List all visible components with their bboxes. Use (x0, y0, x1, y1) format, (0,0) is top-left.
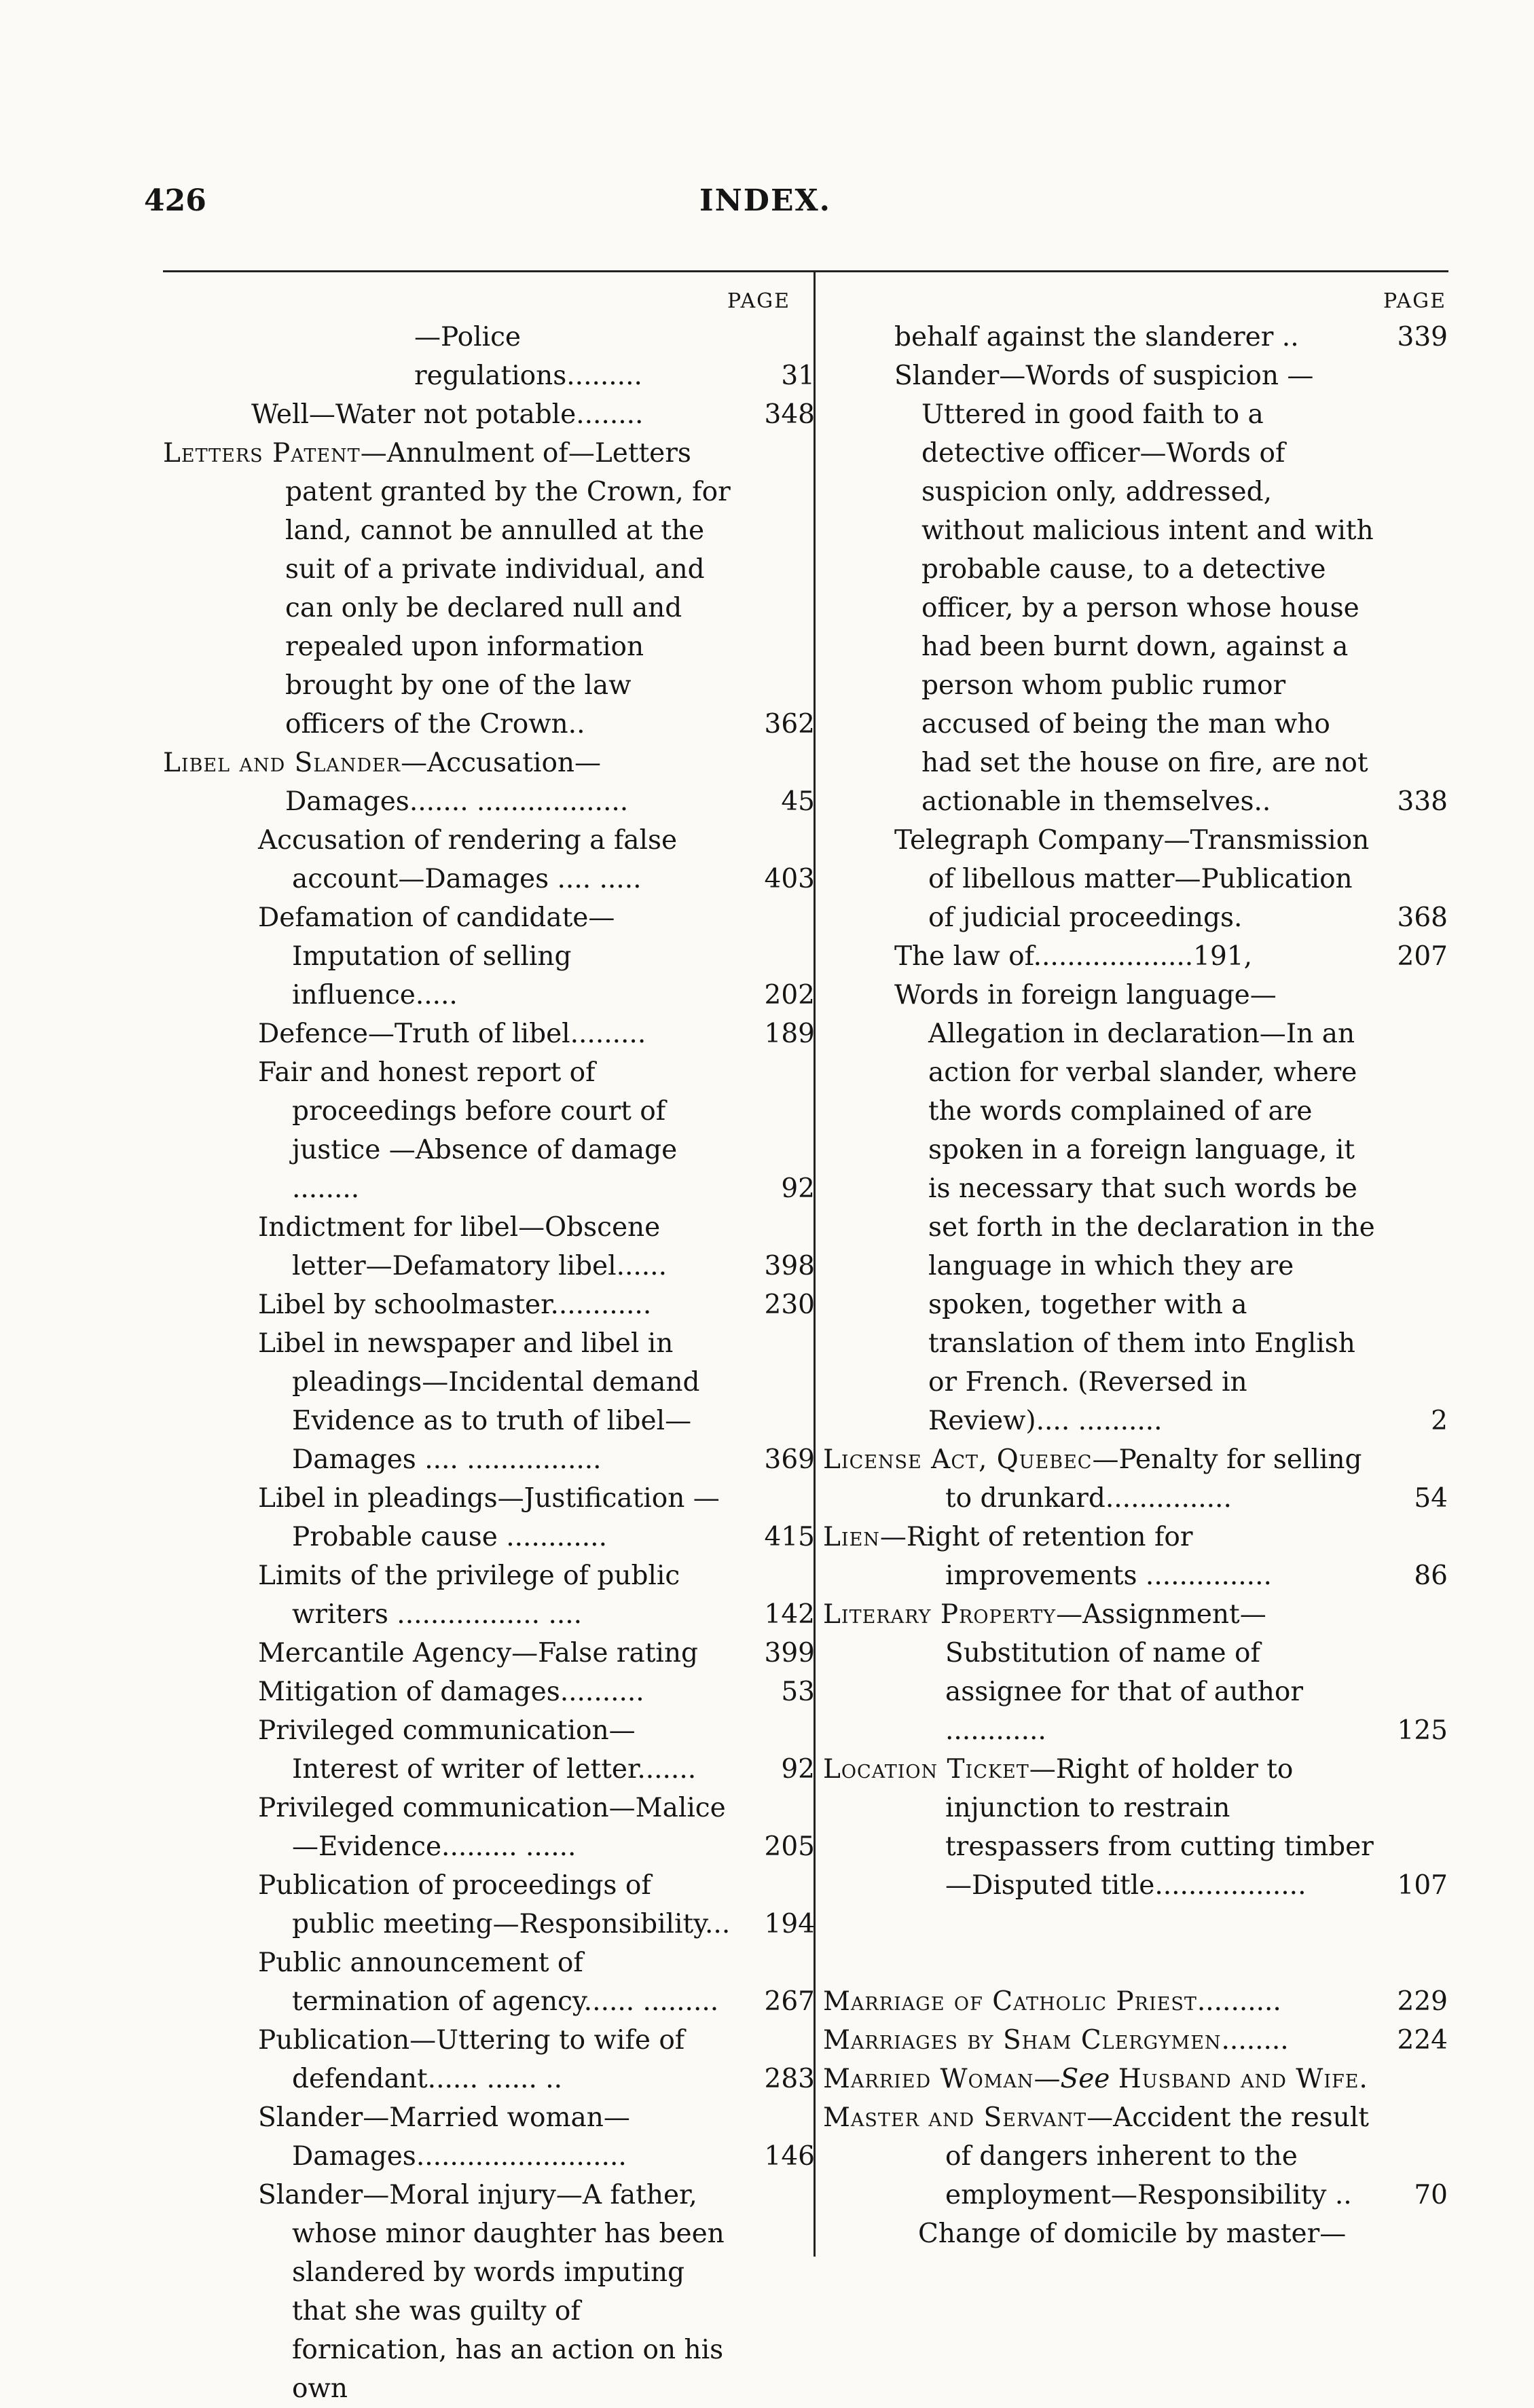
entry-page-number: 415 (764, 1522, 815, 1552)
entry-body: Privileged communication—Malice—Evidence......... ...... (258, 1793, 726, 1862)
left-entries (163, 318, 815, 2408)
entry-text (823, 1440, 1383, 1518)
index-entry (163, 898, 815, 1015)
entry-text (823, 318, 1383, 357)
index-entry (163, 2176, 815, 2408)
entry-body: —See (1034, 2064, 1110, 2094)
entry-text (163, 1556, 733, 1634)
entry-heading: Letters Patent (163, 438, 361, 469)
entry-text (163, 434, 733, 744)
entry-body: .......... (1197, 1986, 1281, 2017)
entry-page-number: 398 (764, 1251, 815, 1281)
index-entry (163, 1634, 815, 1673)
index-entry (163, 2098, 815, 2176)
entry-page-number: 2 (1431, 1406, 1448, 1436)
index-entry (823, 1750, 1448, 1905)
entry-page-number: 348 (764, 399, 815, 430)
running-title: INDEX. (699, 183, 831, 218)
entry-body: —Accident the result of dangers inherent to the employment—Responsibility .. (945, 2102, 1369, 2210)
entry-body: —Annulment of—Letters patent granted by the Crown, for land, cannot be annulled at the suit of a private individual, and can only be declared null and repealed upon information brought by one of the law officers of the Crown.. (285, 438, 731, 740)
index-entry (163, 1711, 815, 1789)
entry-text (163, 821, 733, 898)
index-entry (163, 1673, 815, 1711)
entry-page-number: 362 (764, 709, 815, 740)
index-entry (823, 357, 1448, 395)
entry-text (163, 898, 733, 1015)
entry-heading: License Act, Quebec (823, 1444, 1093, 1475)
entry-page-number: 146 (764, 2141, 815, 2172)
entry-body: Defamation of candidate—Imputation of selling influence..... (258, 902, 615, 1010)
index-entry (823, 976, 1448, 1015)
entry-body: —Penalty for selling to drunkard............... (945, 1444, 1362, 1514)
entry-body: Fair and honest report of proceedings before court of justice —Absence of damage ........ (258, 1057, 678, 1204)
entry-page-number: 92 (781, 1754, 815, 1785)
entry-text (163, 2021, 733, 2098)
index-entry (163, 1556, 815, 1634)
index-entry (163, 1324, 815, 1479)
entry-text (163, 1866, 733, 1944)
entry-text (823, 2060, 1383, 2098)
entry-body: ........ (1221, 2025, 1289, 2056)
entry-text (823, 976, 1383, 1015)
index-entry (163, 434, 815, 744)
entry-page-number: 142 (764, 1599, 815, 1630)
entry-text (163, 1285, 733, 1324)
entry-page-number: 205 (764, 1831, 815, 1862)
entry-page-number: 194 (764, 1909, 815, 1939)
entry-body: —Right of holder to injunction to restrain trespassers from cutting timber—Disputed title.................. (945, 1754, 1374, 1901)
entry-text (163, 2098, 733, 2176)
entry-body: Slander—Married woman—Damages......................... (258, 2102, 630, 2172)
entry-body: Libel in pleadings—Justification —Probable cause ............ (258, 1483, 720, 1552)
index-entry (823, 1518, 1448, 1595)
entry-heading: Libel and Slander (163, 748, 401, 778)
entry-page-number: 224 (1397, 2025, 1448, 2056)
entry-body: —Accusation—Damages....... .................. (285, 748, 629, 817)
entry-body: Well—Water not potable........ (251, 399, 644, 430)
entry-text (163, 1944, 733, 2021)
entry-text (823, 1750, 1383, 1905)
entry-text (163, 1015, 733, 1053)
entry-page-number: 338 (1397, 786, 1448, 817)
entry-text (163, 1711, 733, 1789)
entry-body: Limits of the privilege of public writers ................. .... (258, 1561, 680, 1630)
cross-reference: Husband and Wife. (1118, 2064, 1368, 2094)
entry-body: Publication—Uttering to wife of defendant...... ...... .. (258, 2025, 685, 2094)
entry-body: Allegation in declaration—In an action for verbal slander, where the words complained of are spoken in a foreign language, it is necessary that such words be set forth in the declaration in the language in which they are spoken, together with a translation of them into English or French. (Reversed in Review).... .......... (928, 1019, 1375, 1436)
index-entry (823, 1440, 1448, 1518)
entry-page-number: 86 (1414, 1561, 1448, 1591)
entry-body: Telegraph Company—Transmission of libellous matter—Publication of judicial proceedings. (894, 825, 1370, 933)
entry-page-number: 399 (764, 1638, 815, 1668)
entry-text (163, 1479, 733, 1556)
entry-text (823, 821, 1383, 937)
entry-page-number: 107 (1397, 1870, 1448, 1901)
entry-text (163, 2176, 733, 2408)
entry-text (823, 1015, 1383, 1440)
entry-body: Publication of proceedings of public meeting—Responsibility... (258, 1870, 731, 1939)
index-entry (163, 1944, 815, 2021)
entry-heading: Marriage of Catholic Priest (823, 1986, 1197, 2017)
entry-page-number: 339 (1397, 322, 1448, 352)
entry-body: Uttered in good faith to a detective officer—Words of suspicion only, addressed, without malicious intent and with probable cause, to a detective officer, by a person whose house had been burnt down, against a person whom public rumor accused of being the man who had set the house on fire, are not actionable in themselves.. (921, 399, 1374, 817)
entry-text (163, 395, 733, 434)
entry-text (163, 1673, 733, 1711)
right-entries (823, 318, 1448, 2253)
entry-text (163, 744, 733, 821)
entry-body: Libel by schoolmaster............ (258, 1290, 652, 1320)
entry-body: behalf against the slanderer .. (894, 322, 1299, 352)
index-entry (823, 821, 1448, 937)
entry-page-number: 202 (764, 980, 815, 1010)
entry-body: The law of...................191, (894, 941, 1253, 972)
index-entry (163, 821, 815, 898)
page-number: 426 (144, 183, 206, 218)
index-entry (163, 744, 815, 821)
page-header (0, 183, 1534, 238)
index-entry (163, 318, 815, 395)
entry-text (823, 1982, 1383, 2021)
index-entry (163, 1208, 815, 1285)
entry-page-number: 92 (781, 1173, 815, 1204)
index-entry (823, 1595, 1448, 1750)
index-entry (163, 1015, 815, 1053)
entry-body: Defence—Truth of libel......... (258, 1019, 646, 1049)
entry-text (823, 2214, 1383, 2253)
entry-body: Slander—Words of suspicion — (894, 361, 1314, 391)
entry-text (823, 357, 1383, 395)
entry-text (163, 1053, 733, 1208)
entry-page-number: 369 (764, 1444, 815, 1475)
index-entry (823, 318, 1448, 357)
entry-text (163, 318, 733, 395)
entry-body: Libel in newspaper and libel in pleadings—Incidental demand Evidence as to truth of libel—Damages .... ................ (258, 1328, 700, 1475)
entry-page-number: 70 (1414, 2180, 1448, 2210)
entry-text (823, 2098, 1383, 2214)
left-page-label: PAGE (727, 289, 790, 313)
entry-body: —Assignment—Substitution of name of assignee for that of author ............ (945, 1599, 1304, 1746)
entry-text (163, 1634, 733, 1673)
entry-body: Accusation of rendering a false account—Damages .... ..... (258, 825, 678, 894)
entry-heading: Master and Servant (823, 2102, 1087, 2133)
entry-text (823, 937, 1383, 976)
index-entry (823, 395, 1448, 821)
entry-page-number: 229 (1397, 1986, 1448, 2017)
entry-body: Mercantile Agency—False rating (258, 1638, 698, 1668)
index-entry (823, 2060, 1448, 2098)
entry-body: Slander—Moral injury—A father, whose minor daughter has been slandered by words imputing that she was guilty of fornication, has an action on his own (258, 2180, 725, 2404)
entry-page-number: 53 (781, 1677, 815, 1707)
index-entry (823, 2098, 1448, 2214)
entry-body: Change of domicile by master— (918, 2219, 1347, 2249)
entry-gap (823, 1905, 1448, 1982)
index-entry (163, 1053, 815, 1208)
entry-body: —Right of retention for improvements ............... (879, 1522, 1272, 1591)
index-entry (823, 2021, 1448, 2060)
entry-page-number: 267 (764, 1986, 815, 2017)
entry-heading: Marriages by Sham Clergymen (823, 2025, 1222, 2056)
entry-body: Words in foreign language— (894, 980, 1277, 1010)
index-entry (163, 1789, 815, 1866)
entry-page-number: 54 (1414, 1483, 1448, 1514)
entry-page-number: 403 (764, 864, 815, 894)
entry-heading: Location Ticket (823, 1754, 1029, 1785)
index-entry (823, 1015, 1448, 1440)
entry-text (163, 1324, 733, 1479)
entry-heading: Lien (823, 1522, 880, 1552)
entry-text (163, 1789, 733, 1866)
entry-page-number: 230 (764, 1290, 815, 1320)
entry-body: Privileged communication—Interest of writer of letter....... (258, 1715, 697, 1785)
index-entry (163, 395, 815, 434)
index-entry (823, 937, 1448, 976)
entry-heading: Married Woman (823, 2064, 1034, 2094)
entry-page-number: 125 (1397, 1715, 1448, 1746)
right-page-label: PAGE (1383, 289, 1446, 313)
entry-body: Public announcement of termination of agency...... ......... (258, 1948, 719, 2017)
entry-heading: Literary Property (823, 1599, 1057, 1630)
entry-body: Indictment for libel—Obscene letter—Defamatory libel...... (258, 1212, 667, 1281)
entry-page-number: 189 (764, 1019, 815, 1049)
entry-text (823, 1518, 1383, 1595)
entry-page-number: 207 (1397, 941, 1448, 972)
index-entry (823, 1982, 1448, 2021)
index-entry (163, 2021, 815, 2098)
header-rule (163, 270, 1448, 272)
index-entry (163, 1285, 815, 1324)
entry-page-number: 368 (1397, 902, 1448, 933)
left-column (163, 285, 815, 2408)
index-entry (823, 2214, 1448, 2253)
right-column (823, 285, 1448, 2253)
entry-text (823, 2021, 1383, 2060)
entry-text (163, 1208, 733, 1285)
entry-text (823, 395, 1383, 821)
index-entry (163, 1866, 815, 1944)
entry-page-number: 31 (781, 361, 815, 391)
entry-body: —Police regulations......... (414, 322, 642, 391)
entry-text (823, 1595, 1383, 1750)
index-entry (163, 1479, 815, 1556)
entry-body: Mitigation of damages.......... (258, 1677, 644, 1707)
entry-page-number: 283 (764, 2064, 815, 2094)
entry-page-number: 45 (781, 786, 815, 817)
